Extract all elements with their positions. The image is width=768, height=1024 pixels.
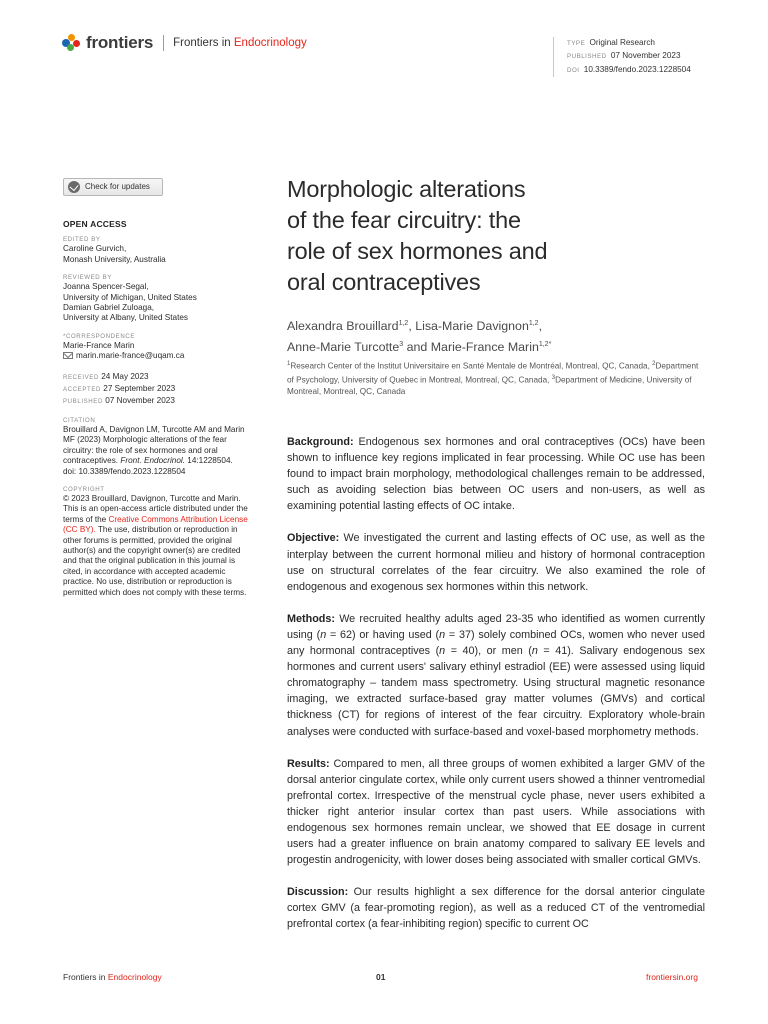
section-text: We investigated the current and lasting effects of OC use, as well as the interplay between the current hormonal milieu and history of hormonal contraception use on structural correlates of the fear circuitry. We also examined the role of endogenous and exogenous sex hormones within this network. (287, 532, 706, 593)
accepted-label: ACCEPTED (63, 386, 101, 394)
copyright-text: The use, distribution or reproduction in other forums is permitted, provided the original author(s) and the copyright owner(s) are credited and that the original publication in this journal is cited, in accordance with accepted academic practice. No use, distribution or reproduction is permitted which does not comply with these terms. (63, 525, 247, 597)
copyright-label: COPYRIGHT (63, 485, 105, 493)
editor-affiliation: Monash University, Australia (63, 254, 166, 264)
section-text: Our results highlight a sex difference for the dorsal anterior cingulate cortex GMV (a fear-promoting region), as well as a reduced CT of the ventromedial prefrontal cortex (a fear-inhibiting region) specific to current OC (287, 886, 706, 931)
article-title (287, 174, 707, 298)
published-value: 07 November 2023 (610, 51, 681, 61)
author-name[interactable]: Marie-France Marin (430, 339, 539, 354)
correspondence-email[interactable] (63, 351, 249, 361)
author-separator: , (538, 319, 543, 334)
author-affil-sup: 3 (399, 340, 404, 348)
author-affil-sup: 1,2 (398, 320, 409, 327)
accepted-value: 27 September 2023 (103, 384, 176, 394)
section-label: Background: (287, 436, 354, 448)
doi-label: DOI (567, 66, 580, 74)
footer-journal-name: Endocrinology (107, 972, 162, 982)
published-label: PUBLISHED (567, 53, 607, 61)
section-text: = 62) or having used ( (326, 628, 440, 641)
abstract-objective (287, 530, 705, 594)
citation-text: Brouillard A, Davignon LM, Turcotte AM and Marin MF (2023) Morphologic alterations of the fear circuitry: the role of sex hormones and oral contraceptives. (63, 424, 245, 466)
citation-doi[interactable]: doi: 10.3389/fendo.2023.1228504 (63, 466, 186, 476)
author-affil-sup: 1,2 (528, 320, 539, 327)
abstract-results (287, 756, 705, 869)
title-line: Morphologic alterations (287, 176, 526, 202)
affiliation: Research Center of the Institut Universitaire en Santé Mentale de Montréal, Montreal, QC, Canada, (290, 361, 650, 371)
affiliations (287, 359, 707, 398)
check-updates-button[interactable] (63, 178, 163, 196)
citation-block (63, 425, 249, 477)
author-separator: , (408, 319, 416, 334)
title-line: of the fear circuitry: the (287, 207, 521, 233)
abstract-background (287, 434, 705, 514)
reviewed-by-label: REVIEWED BY (63, 274, 112, 282)
abstract-discussion (287, 884, 705, 932)
journal-name (173, 37, 307, 49)
affil-sup: 2 (652, 361, 656, 367)
frontiers-logo-icon (62, 34, 82, 52)
journal-title: Endocrinology (233, 37, 307, 49)
correspondence-name: Marie-France Marin (63, 340, 135, 350)
n-symbol: n (439, 645, 446, 658)
page-number: 01 (376, 972, 386, 982)
sidebar (63, 178, 249, 598)
type-label: TYPE (567, 40, 586, 47)
title-line: role of sex hormones and (287, 238, 548, 264)
reviewer-name: Damian Gabriel Zuloaga, (63, 303, 155, 313)
footer-site-link[interactable]: frontiersin.org (646, 972, 698, 982)
reviewer-affiliation: University at Albany, United States (63, 313, 188, 323)
article-dates (63, 371, 249, 408)
brand-name: frontiers (86, 33, 154, 52)
article-meta (553, 37, 691, 77)
n-symbol: n (531, 645, 538, 658)
citation-label: CITATION (63, 416, 96, 424)
email-text: marin.marie-france@uqam.ca (76, 351, 185, 361)
correspondence-label: *CORRESPONDENCE (63, 332, 135, 340)
section-label: Methods: (287, 612, 335, 625)
section-text: We recruited healthy adults aged 23-35 who identified as women currently using ( (287, 612, 706, 641)
abstract-methods (287, 611, 705, 740)
section-text: = 37) solely combined OCs, women who never used any hormonal contraceptives ( (287, 628, 705, 658)
section-text: Compared to men, all three groups of women exhibited a larger GMV of the dorsal anterior cingulate cortex, while only current users showed a thinner ventromedial prefrontal cortex. Irrespective of the menstrual cycle phase, never users exhibited a thicker right anterior insular cortex than past users. While associations with endogenous sex hormones remain unclear, we showed that EE dosage in current users had a greater influence on brain anatomy compared to salivary EE levels and progestin androgenicity, with lower doses being associated with smaller cortical GMVs. (287, 757, 706, 867)
section-label: Objective: (287, 532, 340, 545)
received-label: RECEIVED (63, 373, 99, 381)
affiliation: Department of Psychology, University of Quebec in Montreal, Montreal, QC, Canada, (287, 361, 699, 385)
affil-sup: 1 (287, 361, 291, 367)
title-line: oral contraceptives (287, 269, 481, 295)
edited-by-label: EDITED BY (63, 236, 101, 244)
received-value: 24 May 2023 (101, 371, 149, 381)
author-affil-sup: 1,2* (538, 340, 552, 348)
journal-header (62, 33, 307, 53)
footer-journal (63, 972, 162, 982)
doi-link[interactable]: 10.3389/fendo.2023.1228504 (583, 64, 691, 74)
check-icon (68, 181, 80, 193)
section-text: Endogenous sex hormones and oral contraceptives (OCs) have been shown to influence key regions implicated in fear processing. While OC use has been found to impact brain morphology, methodological challenges remain to be addressed, such as avoiding selection bias between OC users and non-users, as well as examining potential lasting effects of OC intake. (287, 436, 705, 513)
journal-prefix: Frontiers in (173, 37, 231, 49)
type-value: Original Research (589, 38, 655, 47)
n-symbol: n (439, 628, 446, 641)
published-value: 07 November 2023 (105, 396, 175, 406)
reviewer-name: Joanna Spencer-Segal, (63, 282, 149, 292)
reviewer-affiliation: University of Michigan, United States (63, 292, 197, 302)
header-divider (163, 35, 164, 51)
copyright-text: © 2023 Brouillard, Davignon, Turcotte and Marin. This is an open-access article distributed under the terms of the (63, 493, 248, 524)
section-label: Results: (287, 757, 330, 770)
author-list (287, 315, 707, 356)
copyright-block (63, 494, 249, 598)
license-link[interactable]: Creative Commons Attribution License (CC BY). (63, 514, 248, 535)
open-access-label: OPEN ACCESS (63, 219, 127, 229)
check-updates-label: Check for updates (85, 181, 150, 191)
abstract (287, 434, 705, 949)
author-separator: and (403, 339, 431, 354)
author-name[interactable]: Lisa-Marie Davignon (415, 319, 529, 334)
section-text: = 41). Salivary endogenous sex hormones and current users' salivary ethinyl estradiol (EE) were assessed using liquid chromatography – tandem mass spectrometry. Using structural magnetic resonance imaging, we extracted surface-based gray matter volumes (GMVs) and cortical thickness (CT) for regions of interest of the fear circuitry. Exploratory whole-brain analyses were conducted with surface-based and voxel-based morphometry methods. (287, 645, 705, 738)
author-name[interactable]: Alexandra Brouillard (287, 319, 399, 334)
affiliation: Department of Medicine, University of Montreal, Montreal, QC, Canada (287, 375, 692, 397)
published-label: PUBLISHED (63, 398, 103, 406)
section-label: Discussion: (287, 886, 349, 899)
citation-journal: Front. Endocrinol. (120, 456, 185, 466)
footer-journal-prefix: Frontiers in (63, 972, 106, 982)
author-name[interactable]: Anne-Marie Turcotte (287, 339, 400, 354)
affil-sup: 3 (551, 374, 556, 381)
editor-name: Caroline Gurvich, (63, 244, 127, 254)
section-text: = 40), or men ( (445, 645, 532, 658)
n-symbol: n (320, 628, 327, 641)
citation-volume: 14:1228504. (187, 456, 233, 466)
mail-icon (63, 352, 73, 359)
